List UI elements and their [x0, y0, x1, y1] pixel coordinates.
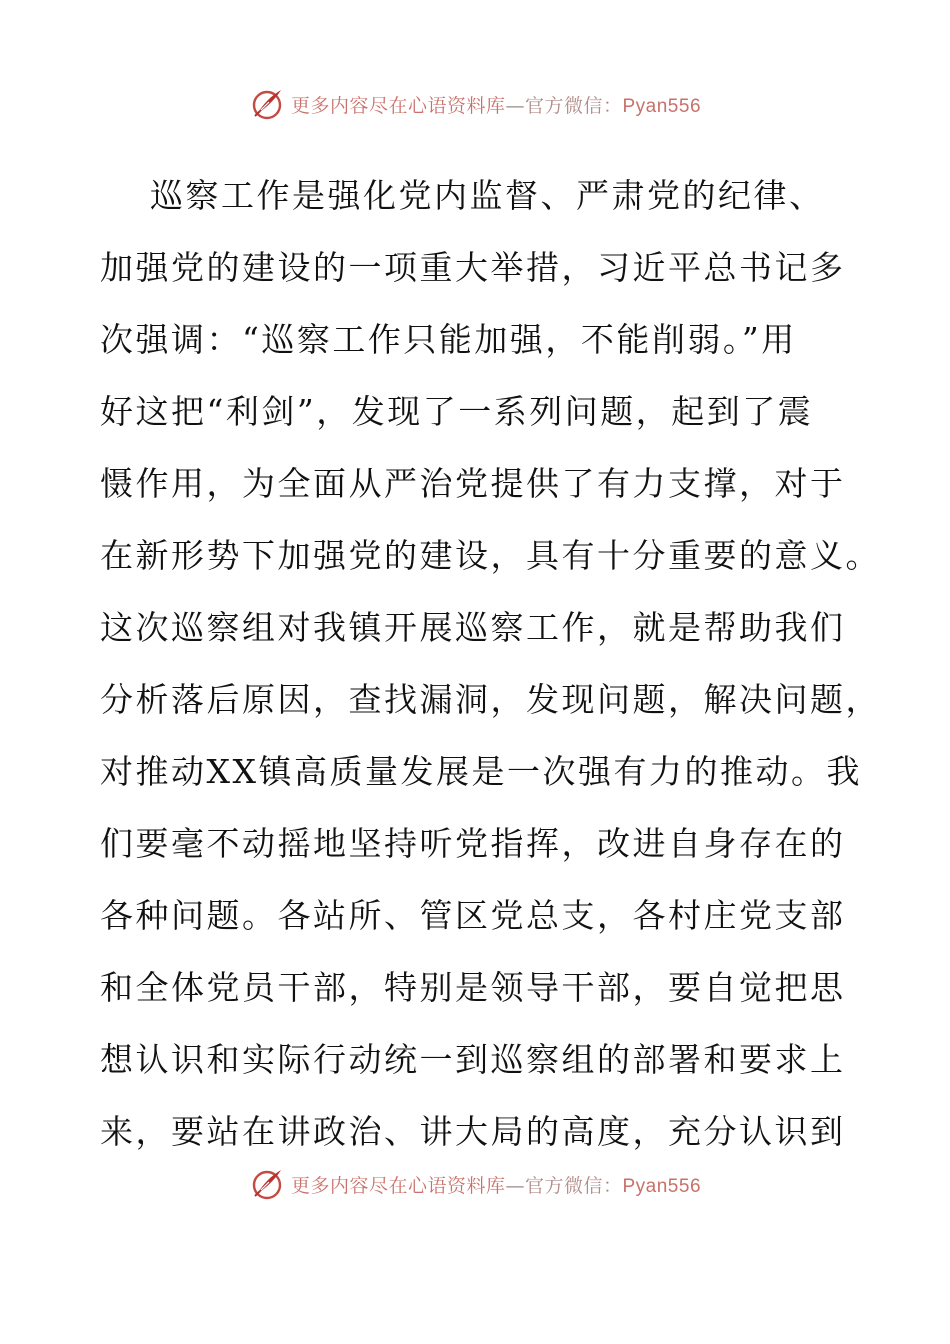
watermark-site: 更多内容尽在心语资料库: [290, 94, 506, 117]
body-line-10: 们要毫不动摇地坚持听党指挥，改进自身存在的: [100, 824, 846, 863]
body-line-5: 慑作用，为全面从严治党提供了有力支撑，对于: [100, 464, 846, 503]
body-line-11: 各种问题。各站所、管区党总支，各村庄党支部: [100, 896, 846, 935]
watermark-wechat-label: 官方微信：: [524, 94, 623, 117]
watermark-wechat-label: 官方微信：: [524, 1174, 623, 1197]
header-watermark: [0, 82, 950, 126]
quill-circle-logo-icon: [249, 1166, 285, 1202]
watermark-handle: Pyan556: [622, 95, 702, 117]
body-line-14: 来，要站在讲政治、讲大局的高度，充分认识到: [100, 1112, 846, 1151]
watermark-separator: —: [505, 1174, 525, 1197]
watermark-text: [291, 1171, 701, 1198]
quill-circle-logo-icon: [249, 86, 285, 122]
body-line-13: 想认识和实际行动统一到巡察组的部署和要求上: [100, 1040, 846, 1079]
footer-watermark: [0, 1162, 950, 1206]
body-line-8: 分析落后原因，查找漏洞，发现问题，解决问题，: [100, 680, 881, 719]
body-line-7: 这次巡察组对我镇开展巡察工作，就是帮助我们: [100, 608, 846, 647]
body-line-3: 次强调：“巡察工作只能加强，不能削弱。”用: [100, 320, 797, 359]
body-line-2: 加强党的建设的一项重大举措，习近平总书记多: [100, 248, 846, 287]
watermark-handle: Pyan556: [622, 1175, 702, 1197]
body-line-4: 好这把“利剑”，发现了一系列问题，起到了震: [100, 392, 814, 431]
body-line-1: 巡察工作是强化党内监督、严肃党的纪律、: [150, 176, 825, 215]
watermark-site: 更多内容尽在心语资料库: [290, 1174, 506, 1197]
watermark-text: [291, 91, 701, 118]
document-body: [100, 160, 881, 1168]
watermark-separator: —: [505, 94, 525, 117]
body-line-9: 对推动XX镇高质量发展是一次强有力的推动。我: [100, 752, 862, 791]
body-line-6: 在新形势下加强党的建设，具有十分重要的意义。: [100, 536, 881, 575]
body-line-12: 和全体党员干部，特别是领导干部，要自觉把思: [100, 968, 846, 1007]
